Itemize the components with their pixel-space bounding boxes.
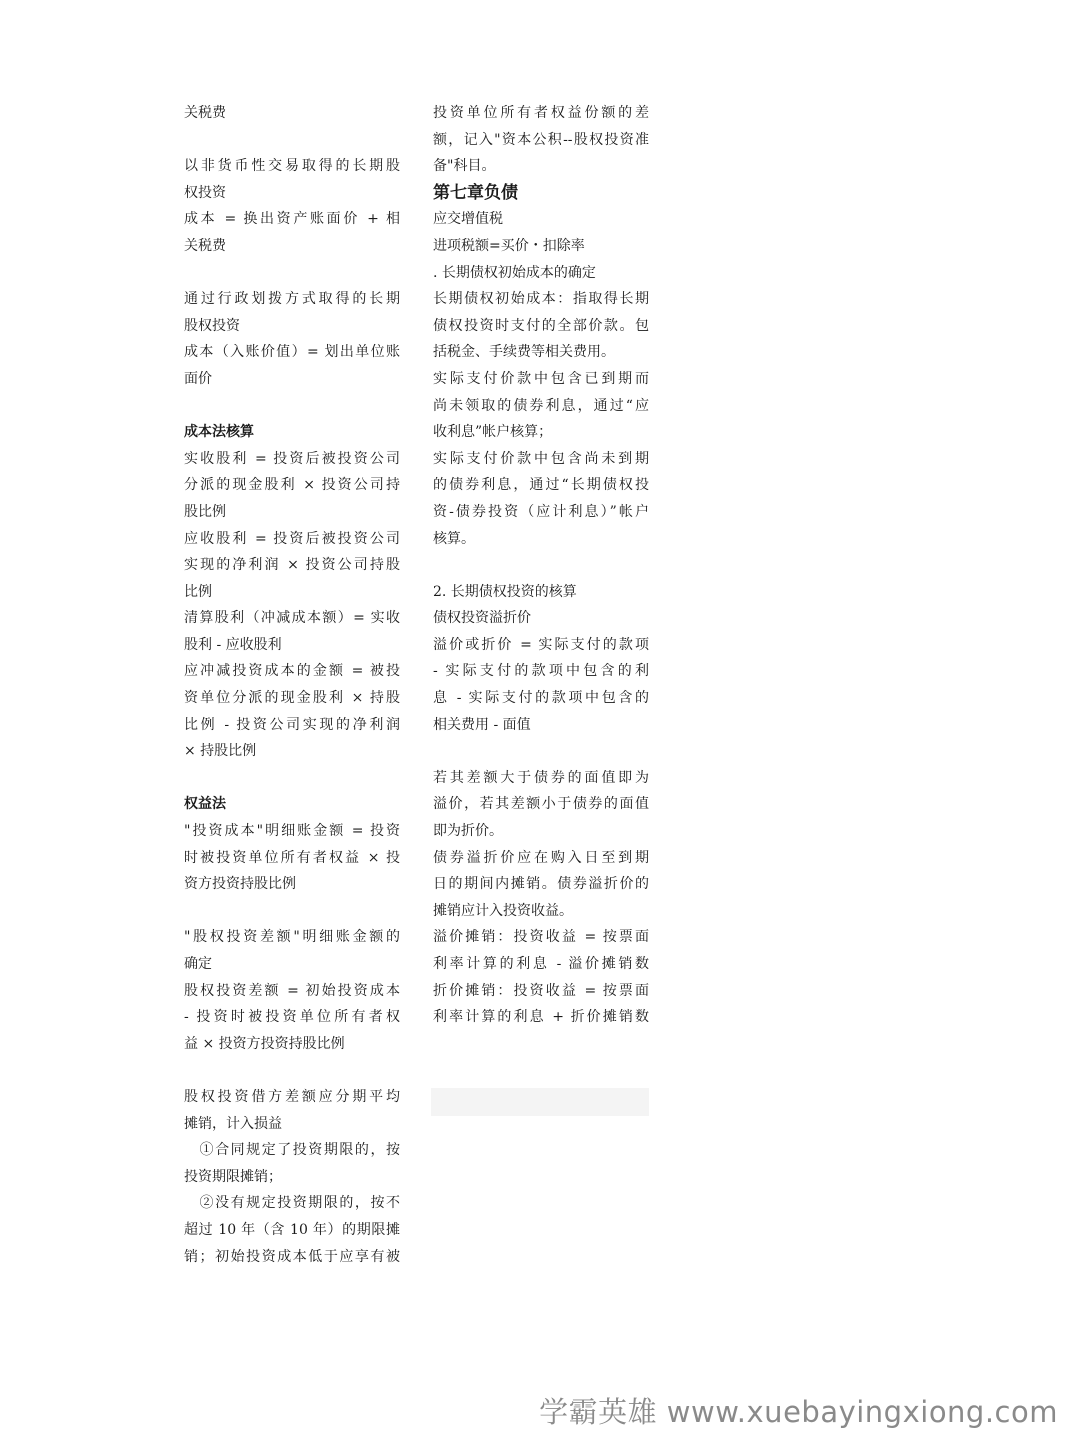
text-line: 分派的现金股利 × 投资公司持 [184,477,400,494]
text-line: 成本 = 换出资产账面价 + 相 [184,211,400,228]
text-line: 股权投资 [184,317,240,334]
text-line: 确定 [184,956,212,972]
text-line: 债权投资时支付的全部价款。包 [433,317,649,334]
text-line: 溢价或折价 = 实际支付的款项 [433,636,649,653]
text-line: ①合同规定了投资期限的，按 [184,1142,400,1159]
text-line: 面价 [184,370,212,387]
blank-line [184,765,400,792]
text-line: 进项税额=买价・扣除率 [433,237,585,254]
blank-line [433,738,649,765]
text-line: ②没有规定投资期限的，按不 [184,1195,400,1212]
blank-line [184,393,400,420]
text-line: 括税金、手续费等相关费用。 [433,344,615,361]
text-line: 益 × 投资方投资持股比例 [184,1035,345,1052]
text-line: 投资期限摊销； [184,1168,282,1185]
blank-line [433,552,649,579]
text-line: 实收股利 = 投资后被投资公司 [184,450,400,467]
text-line: 应交增值税 [433,211,503,228]
text-line: 备"科目。 [433,158,496,175]
text-line: 日的期间内摊销。债券溢折价的 [433,876,649,893]
text-line: 若其差额大于债券的面值即为 [433,769,649,786]
text-line: 债权投资溢折价 [433,610,531,627]
text-line: 实际支付价款中包含已到期而 [433,370,649,387]
text-line: 股权投资借方差额应分期平均 [184,1088,400,1105]
text-line: 摊销，计入损益 [184,1115,282,1132]
text-line: 的债券利息，通过“长期债权投 [433,477,649,494]
text-line: 额，记入"资本公积--股权投资准 [433,131,649,148]
blank-line [184,260,400,287]
text-line: 超过 10 年（含 10 年）的期限摊 [184,1221,400,1238]
text-line: 成本（入账价值）= 划出单位账 [184,344,400,361]
blank-line [184,127,400,154]
text-line: 销；初始投资成本低于应享有被 [184,1248,400,1265]
text-line: 息 - 实际支付的款项中包含的 [433,690,649,707]
text-line: . 长期债权初始成本的确定 [433,264,596,281]
text-line: 以非货币性交易取得的长期股 [184,158,400,175]
text-line: 长期债权初始成本：指取得长期 [433,291,649,308]
text-line: 比例 - 投资公司实现的净利润 [184,716,400,733]
text-line: 利率计算的利息 + 折价摊销数 [433,1009,649,1026]
blank-line [184,898,400,925]
blank-line [184,1057,400,1084]
text-line: "股权投资差额"明细账金额的 [184,929,400,946]
text-line: 实现的净利润 × 投资公司持股 [184,557,400,574]
text-line: 2. 长期债权投资的核算 [433,583,577,600]
text-line: 投资单位所有者权益份额的差 [433,105,649,121]
text-line: "投资成本"明细账金额 = 投资 [184,823,400,840]
text-line: - 投资时被投资单位所有者权 [184,1009,400,1026]
text-line: 收利息”帐户核算； [433,424,553,441]
text-line: 相关费用 - 面值 [433,716,531,733]
left-column [184,100,400,1270]
section-heading: 权益法 [184,796,226,813]
text-line: 折价摊销：投资收益 = 按票面 [433,982,649,999]
text-line: 资-债券投资（应计利息）”帐户 [433,503,649,520]
text-line: 债券溢折价应在购入日至到期 [433,849,649,866]
text-line: 权投资 [184,184,226,201]
text-line: 清算股利（冲减成本额）= 实收 [184,610,400,627]
text-line: 资方投资持股比例 [184,876,296,893]
text-line: 股权投资差额 = 初始投资成本 [184,982,400,999]
text-line: 摊销应计入投资收益。 [433,902,573,919]
text-line: 尚未领取的债券利息，通过“应 [433,397,649,414]
text-line: - 实际支付的款项中包含的利 [433,663,649,680]
text-line: 应冲减投资成本的金额 = 被投 [184,663,400,680]
text-line: 股比例 [184,503,226,520]
text-line: 资单位分派的现金股利 × 持股 [184,690,400,707]
text-line: 溢价摊销：投资收益 = 按票面 [433,929,649,946]
text-line: 即为折价。 [433,823,503,840]
text-line: 时被投资单位所有者权益 × 投 [184,849,400,866]
text-line: 实际支付价款中包含尚未到期 [433,450,649,467]
right-column [433,100,649,1031]
section-heading: 成本法核算 [184,424,254,441]
text-line: 关税费 [184,105,226,121]
text-line: 利率计算的利息 - 溢价摊销数 [433,956,649,972]
text-line: 核算。 [433,530,475,547]
text-line: 溢价，若其差额小于债券的面值 [433,796,649,813]
text-line: 关税费 [184,237,226,254]
text-line: 通过行政划拨方式取得的长期 [184,291,400,308]
text-line: 股利 - 应收股利 [184,636,282,653]
text-line: 比例 [184,583,212,600]
text-line: 应收股利 = 投资后被投资公司 [184,530,400,547]
gray-bar [431,1088,649,1116]
text-line: × 持股比例 [184,743,257,760]
chapter-heading: 第七章负债 [433,182,518,203]
watermark: 学霸英雄 www.xuebayingxiong.com [539,1395,1058,1429]
